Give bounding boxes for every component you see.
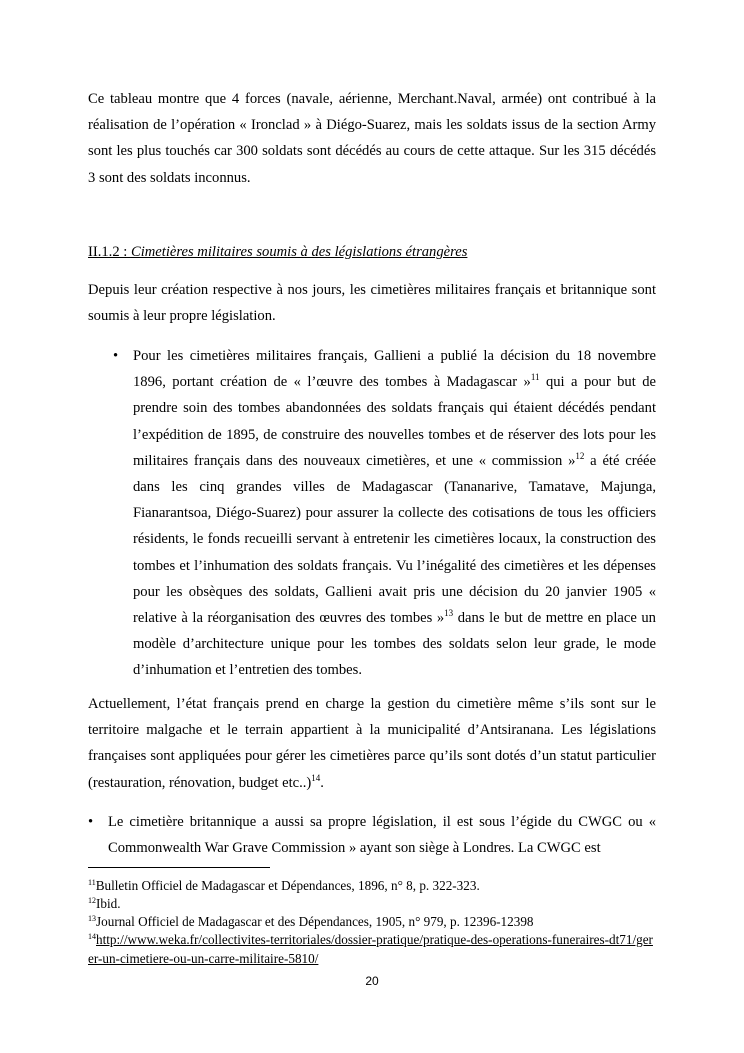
footnote-text: Journal Officiel de Madagascar et des Dépendances, 1905, n° 979, p. 12396-12398 <box>96 914 534 929</box>
section-title: Cimetières militaires soumis à des législations étrangères <box>130 244 468 260</box>
intro-paragraph: Ce tableau montre que 4 forces (navale, aérienne, Merchant.Naval, armée) ont contribué à la réalisation de l’opération « Ironclad » à Diégo-Suarez, mais les soldats issus de la section Army sont les plus touchés car 300 soldats sont décédés au cours de cette attaque. Sur les 315 décédés 3 sont des soldats inconnus. <box>88 91 656 186</box>
footnote-number: 13 <box>88 914 96 923</box>
footnote-13 <box>88 912 656 931</box>
bullet-text: dans le but de mettre en place un modèle d’architecture unique pour les tombes des soldats selon leur grade, le mode d’inhumation et l’entretien des tombes. <box>133 610 656 679</box>
footnote-ref: 13 <box>444 608 454 619</box>
bullet-french-cemeteries <box>133 343 656 684</box>
paragraph-text: Actuellement, l’état français prend en charge la gestion du cimetière même s’ils sont sur le territoire malgache et le terrain appartient à la municipalité d’Antsiranana. Les législations françaises sont appliquées pour gérer les cimetières parce qu’ils sont dotés d’un statut particulier (restauration, rénovation, budget etc..) <box>88 696 656 791</box>
bullet-marker: • <box>88 814 94 830</box>
footnote-11 <box>88 876 656 895</box>
paragraph-legislation: Depuis leur création respective à nos jours, les cimetières militaires français et britannique sont soumis à leur propre législation. <box>88 282 656 325</box>
bullet-text: Pour les cimetières militaires français, Gallieni a publié la décision du 18 novembre 1896, portant création de « l’œuvre des tombes à Madagascar » <box>133 348 656 391</box>
section-number: II.1.2 : <box>88 244 131 260</box>
paragraph-french-state <box>88 691 656 796</box>
footnote-ref: 12 <box>575 450 585 461</box>
footnote-number: 11 <box>88 878 96 887</box>
bullet-text: qui a pour but de prendre soin des tombes abandonnées des soldats français qui étaient décédés pendant l’expédition de 1895, de construire des nouvelles tombes et de réserver des lots pour les militaires français dans des nouveaux cimetières, et une « commission » <box>133 374 656 469</box>
footnote-separator <box>88 867 270 868</box>
footnote-text: Ibid. <box>96 896 121 911</box>
paragraph-end: . <box>320 774 324 791</box>
footnote-12 <box>88 894 656 913</box>
footnote-number: 14 <box>88 932 96 941</box>
footnote-ref: 14 <box>311 772 321 783</box>
footnote-ref: 11 <box>530 372 540 383</box>
bullet-marker: • <box>113 348 119 364</box>
bullet-british-cemetery: Le cimetière britannique a aussi sa propre législation, il est sous l’égide du CWGC ou « Commonwealth War Grave Commission » ayant son siège à Londres. La CWGC est <box>108 814 656 857</box>
footnote-14 <box>88 930 656 968</box>
section-heading <box>88 240 467 264</box>
footnote-text: Bulletin Officiel de Madagascar et Dépendances, 1896, n° 8, p. 322-323. <box>95 878 480 893</box>
bullet-text: a été créée dans les cinq grandes villes de Madagascar (Tananarive, Tamatave, Majunga, Fianarantsoa, Diégo-Suarez) pour assurer la collecte des cotisations de tous les officiers résidents, le fonds recueilli servant à entretenir les cimetières locaux, la construction des tombes et l’inhumation des soldats français. Vu l’inégalité des cimetières et les dépenses pour les obsèques des soldats, Gallieni avait pris une décision du 20 janvier 1905 « relative à la réorganisation des œuvres des tombes » <box>133 452 657 627</box>
page-number: 20 <box>365 974 379 988</box>
footnote-link[interactable]: http://www.weka.fr/collectivites-territoriales/dossier-pratique/pratique-des-operations-funeraires-dt71/gerer-un-cimetiere-ou-un-carre-militaire-5810/ <box>88 932 653 966</box>
footnote-number: 12 <box>88 896 96 905</box>
